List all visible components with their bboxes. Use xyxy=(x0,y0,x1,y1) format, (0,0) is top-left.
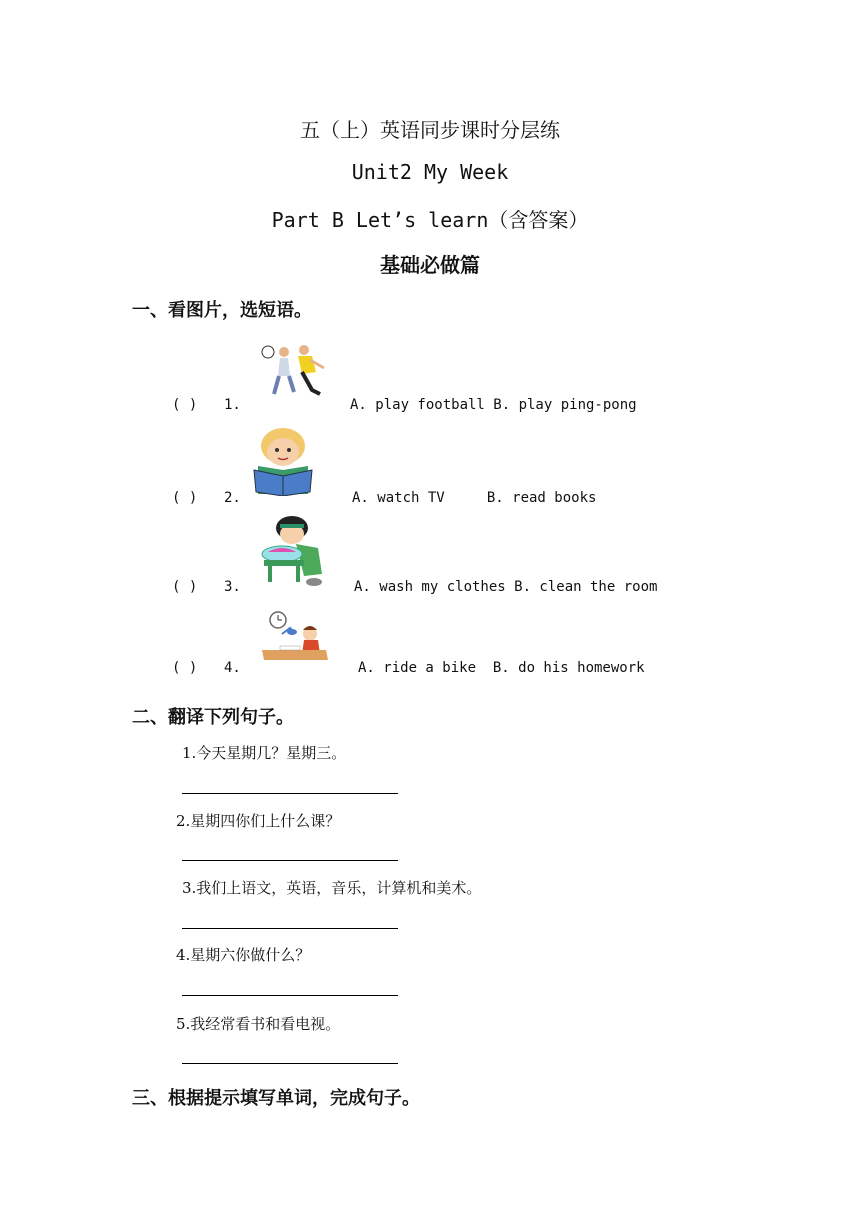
answer-bracket[interactable]: ( ) xyxy=(172,579,198,595)
answer-line-4[interactable] xyxy=(182,995,398,996)
question-number: 1. xyxy=(224,397,241,413)
homework-boy-image xyxy=(260,610,330,670)
section2-heading: 二、翻译下列句子。 xyxy=(132,707,294,728)
question-options: A. ride a bike B. do his homework xyxy=(358,660,645,676)
answer-line-1[interactable] xyxy=(182,793,398,794)
translate-sentence-3: 3.我们上语文，英语，音乐，计算机和美术。 xyxy=(182,879,482,897)
worksheet-title: 五（上）英语同步课时分层练 xyxy=(300,118,560,142)
section1-heading: 一、看图片，选短语。 xyxy=(132,300,312,321)
question-number: 3. xyxy=(224,579,241,595)
reading-boy-image xyxy=(250,426,316,500)
question-options: A. watch TV B. read books xyxy=(352,490,597,506)
part-title: Part B Let’s learn（含答案） xyxy=(271,208,589,232)
answer-bracket[interactable]: ( ) xyxy=(172,660,198,676)
level-title: 基础必做篇 xyxy=(380,253,480,277)
washing-girl-image xyxy=(256,514,326,592)
question-number: 4. xyxy=(224,660,241,676)
translate-sentence-4: 4.星期六你做什么？ xyxy=(176,946,311,964)
translate-sentence-1: 1.今天星期几？星期三。 xyxy=(182,744,347,762)
translate-sentence-5: 5.我经常看书和看电视。 xyxy=(176,1015,341,1033)
question-number: 2. xyxy=(224,490,241,506)
answer-line-3[interactable] xyxy=(182,928,398,929)
answer-bracket[interactable]: ( ) xyxy=(172,490,198,506)
unit-title: Unit2 My Week xyxy=(351,160,509,184)
question-options: A. wash my clothes B. clean the room xyxy=(354,579,658,595)
football-players-image xyxy=(250,342,330,404)
answer-line-2[interactable] xyxy=(182,860,398,861)
answer-line-5[interactable] xyxy=(182,1063,398,1064)
question-options: A. play football B. play ping-pong xyxy=(350,397,637,413)
answer-bracket[interactable]: ( ) xyxy=(172,397,198,413)
section3-heading: 三、根据提示填写单词，完成句子。 xyxy=(132,1088,420,1109)
translate-sentence-2: 2.星期四你们上什么课？ xyxy=(176,812,341,830)
